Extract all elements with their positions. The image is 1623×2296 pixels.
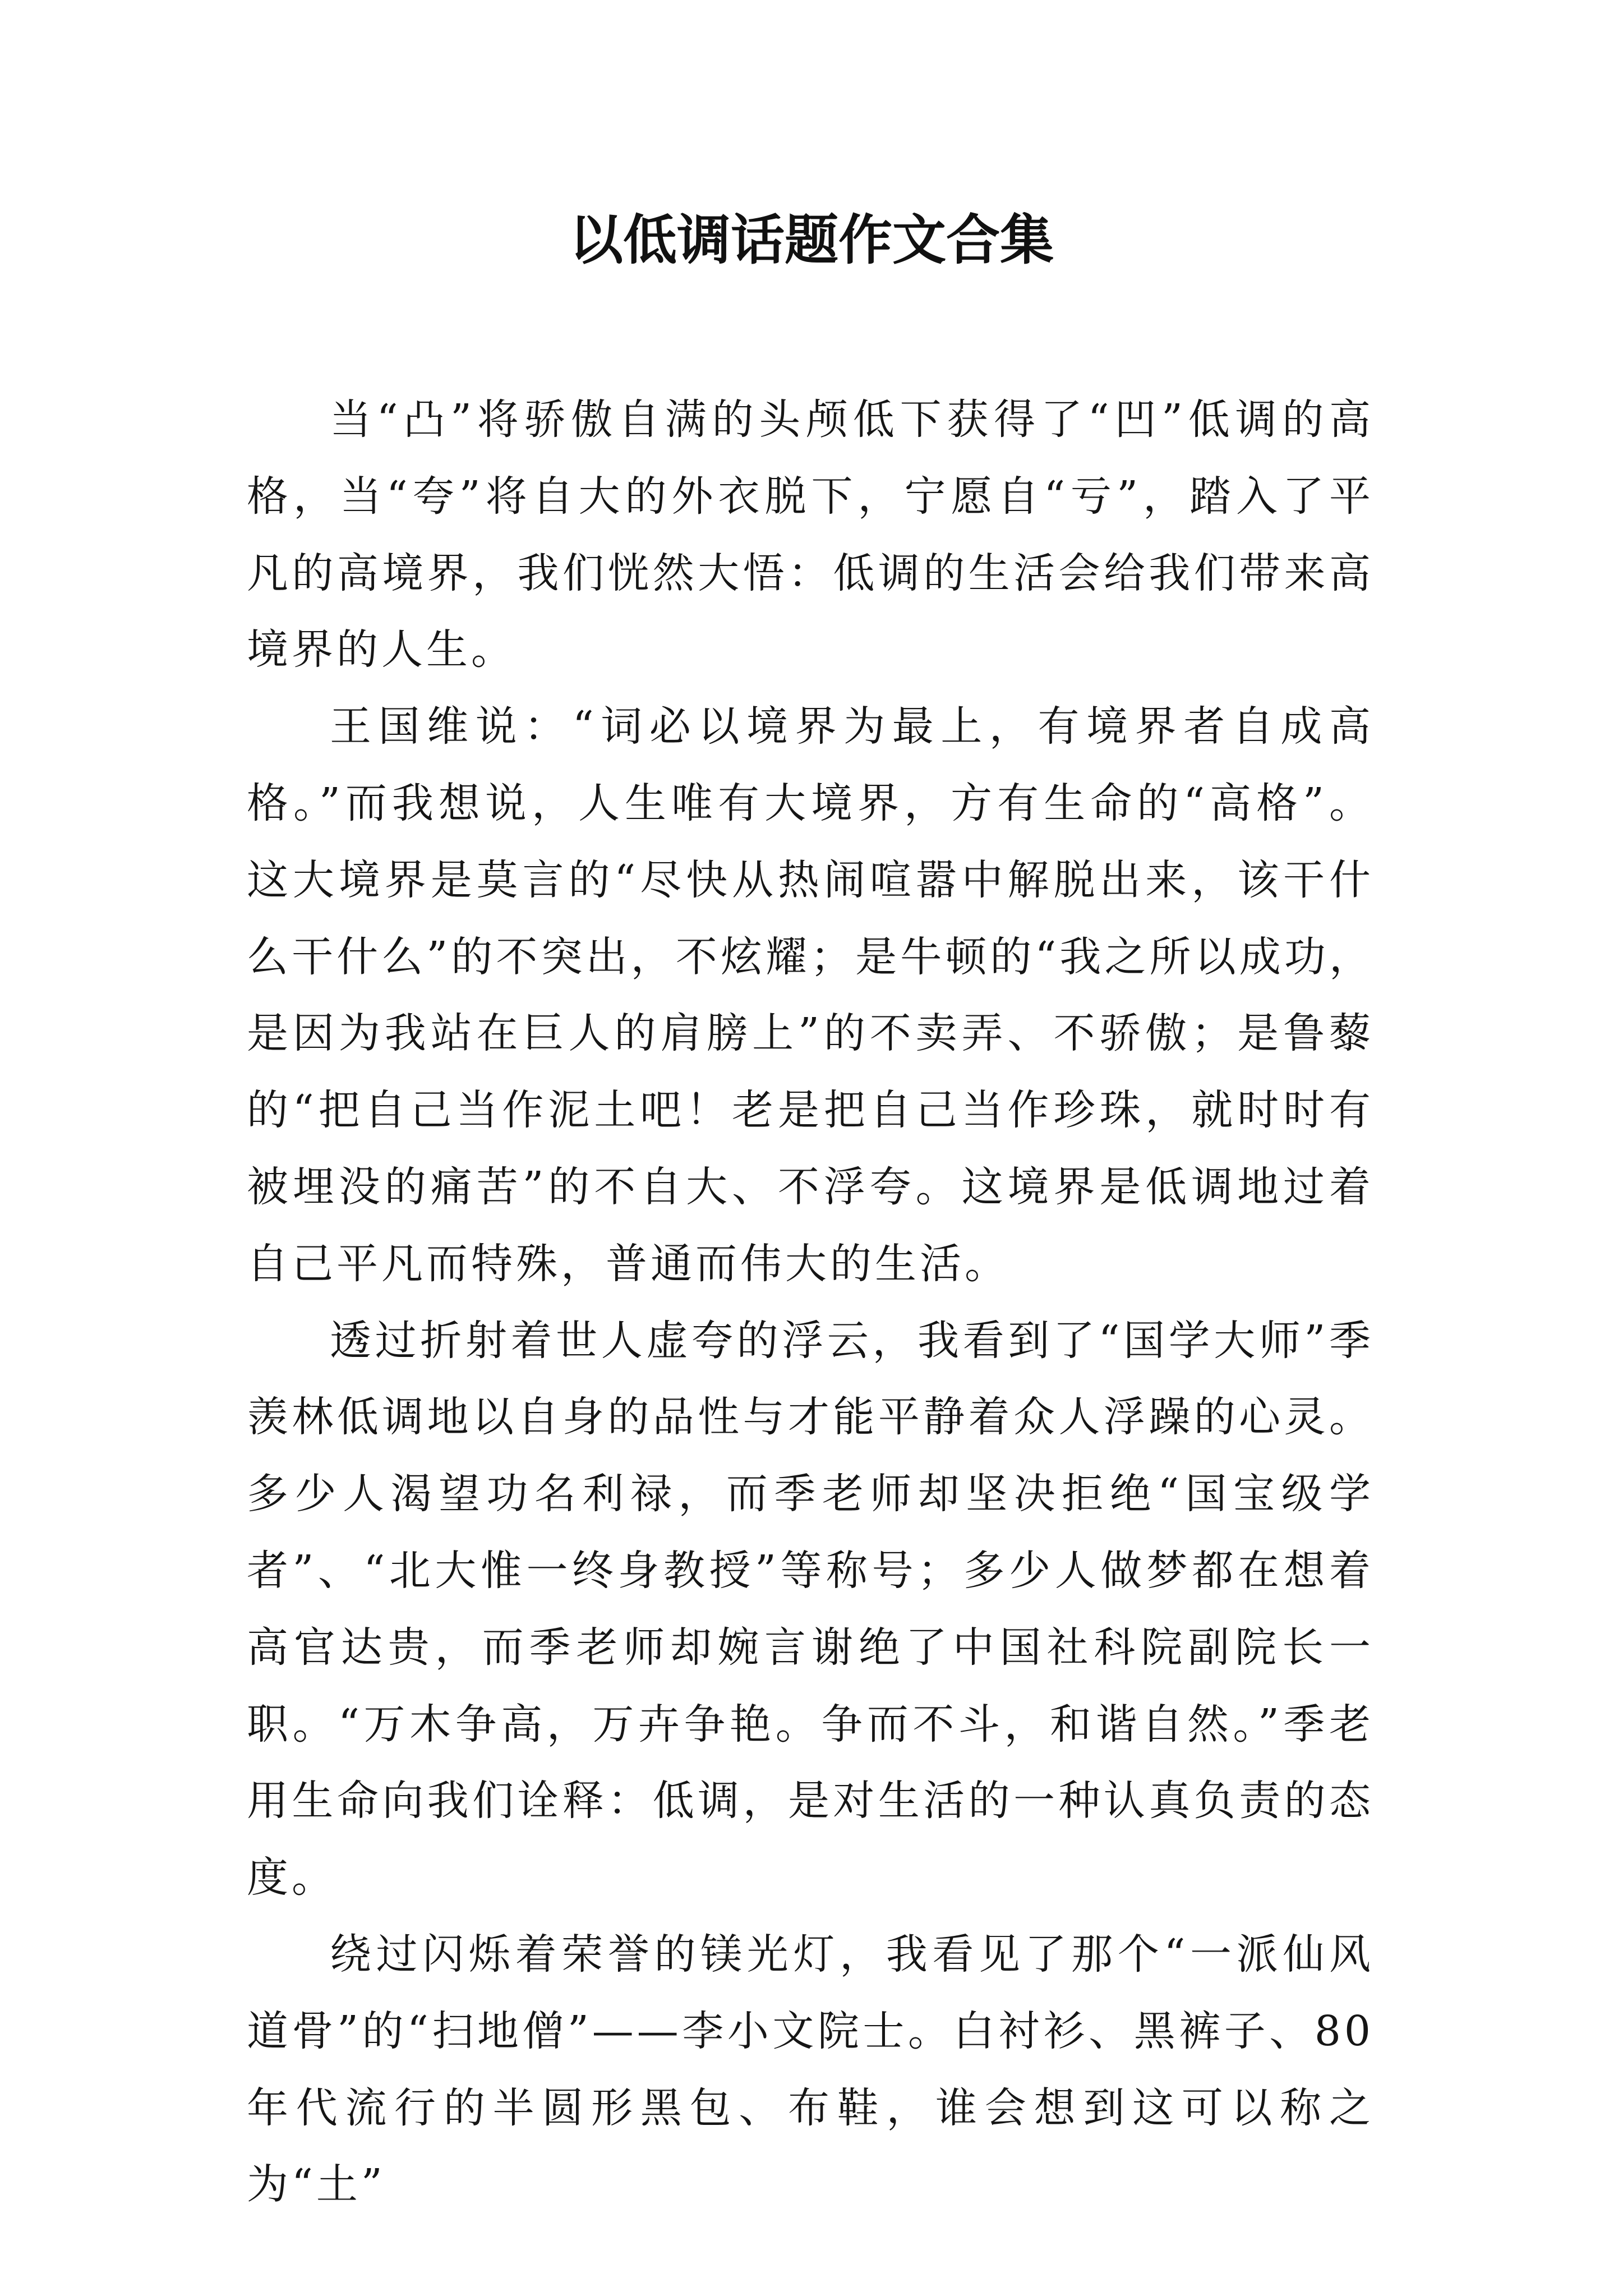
paragraph: 透过折射着世人虚夸的浮云，我看到了“国学大师”季羡林低调地以自身的品性与才能平静着众人浮躁的心灵。多少人渴望功名利禄，而季老师却坚决拒绝“国宝级学者”、“北大惟一终身教授”等称号；多少人做梦都在想着高官达贵，而季老师却婉言谢绝了中国社科院副院长一职。“万木争高，万卉争艳。争而不斗，和谐自然。”季老用生命向我们诠释：低调，是对生活的一种认真负责的态度。	[247, 1316, 1374, 1902]
paragraph: 当“凸”将骄傲自满的头颅低下获得了“凹”低调的高格，当“夸”将自大的外衣脱下，宁愿自“亏”，踏入了平凡的高境界，我们恍然大悟：低调的生活会给我们带来高境界的人生。	[247, 395, 1374, 674]
paragraph: 王国维说：“词必以境界为最上，有境界者自成高格。”而我想说，人生唯有大境界，方有生命的“高格”。这大境界是莫言的“尽快从热闹喧嚣中解脱出来，该干什么干什么”的不突出，不炫耀；是牛顿的“我之所以成功，是因为我站在巨人的肩膀上”的不卖弄、不骄傲；是鲁藜的“把自己当作泥土吧！老是把自己当作珍珠，就时时有被埋没的痛苦”的不自大、不浮夸。这境界是低调地过着自己平凡而特殊，普通而伟大的生活。	[247, 702, 1374, 1288]
document-title: 以低调话题作文合集	[569, 208, 1054, 272]
document-body	[247, 381, 1374, 2223]
paragraph: 绕过闪烁着荣誉的镁光灯，我看见了那个“一派仙风道骨”的“扫地僧”——李小文院士。白衬衫、黑裤子、80年代流行的半圆形黑包、布鞋，谁会想到这可以称之为“土”	[247, 1930, 1374, 2209]
